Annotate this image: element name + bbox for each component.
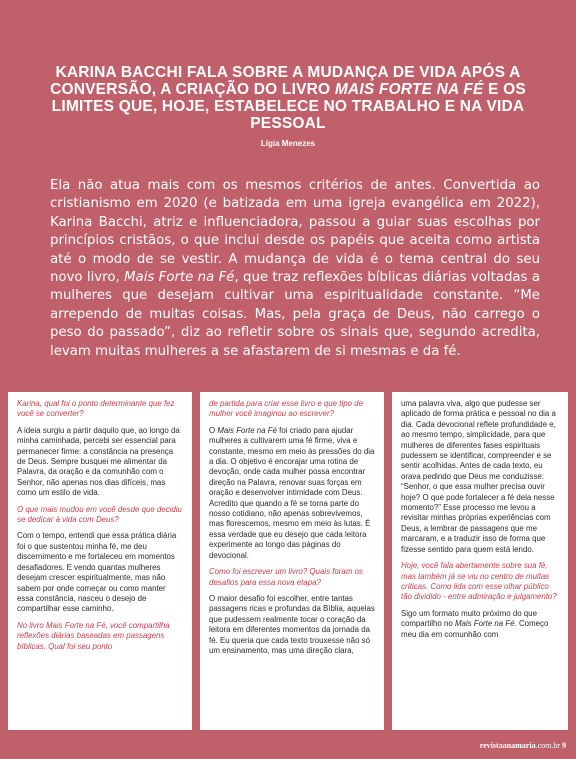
answer: O maior desafio foi escolher, entre tantas passagens ricas e profundas da Bíblia, aquelas que pudessem realmente tocar o coração da leitora em diferentes momentos da jornada da fé. Eu queria que cada texto trouxesse não só um ensinamento, mas uma direção clara, bbox=[209, 593, 375, 655]
interview-column-1 bbox=[8, 392, 192, 730]
lead-paragraph: Ela não atua mais com os mesmos critérios de antes. Convertida ao cristianismo em 2020 (e batizada em uma igreja evangélica em 2022), Karina Bacchi, atriz e influenciadora, passou a guiar suas escolhas por princípios cristãos, o que inclui desde os papéis que aceita como artista até o modo de se vestir. A mudança de vida é o tema central do seu novo livro, Mais Forte na Fé, que traz reflexões bíblicas diárias voltadas a mulheres que desejam cultivar uma espiritualidade constante. “Me arrependo de muitas coisas. Mas, pela graça de Deus, não carrego o peso do passado”, diz ao refletir sobre os sinais que, segundo acredita, levam muitas mulheres a se afastarem de si mesmas e da fé. bbox=[50, 178, 540, 359]
question: No livro Mais Forte na Fé, você compartilha reflexões diárias baseadas em passagens bíblicas. Qual foi seu ponto bbox=[17, 620, 170, 651]
answer: Com o tempo, entendi que essa prática diária foi o que sustentou minha fé, me deu discernimento e me fortaleceu em momentos desafiadores. E vendo quantas mulheres desejam crescer espiritualmente, mas não sabem por onde começar ou como manter essa constância, nasceu o desejo de compartilhar esse caminho. bbox=[17, 531, 177, 614]
question: de partida para criar esse livro e que tipo de mulher você imaginou ao escrever? bbox=[209, 399, 363, 419]
author-byline: Lígia Menezes bbox=[260, 139, 316, 148]
question: Karina, qual foi o ponto determinante que fez você se converter? bbox=[17, 399, 175, 419]
answer: Sigo um formato muito próximo do que compartilho no Mais Forte na Fé. Começo meu dia em comunhão com bbox=[401, 608, 549, 639]
headline: KARINA BACCHI FALA SOBRE A MUDANÇA DE VIDA APÓS A CONVERSÃO, A CRIAÇÃO DO LIVRO MAIS FORTE NA FÉ E OS LIMITES QUE, HOJE, ESTABELECE NO TRABALHO E NA VIDA PESSOAL bbox=[50, 64, 526, 132]
photo-credit: FOTO: DIVULGAÇÃO bbox=[563, 625, 567, 664]
page-folio: revistaanamaria.com.br 9 bbox=[479, 741, 566, 750]
interview-column-3 bbox=[392, 392, 568, 730]
answer: A ideia surgiu a partir daquilo que, ao longo da minha caminhada, percebi ser essencial para permanecer firme: a constância na presença de Deus. Sempre busquei me alimentar da Palavra, da oração e da comunhão com o Senhor, não apenas nos dias difíceis, mas como um estilo de vida. bbox=[17, 425, 180, 498]
answer: O Mais Forte na Fé foi criado para ajudar mulheres a cultivarem uma fé firme, viva e constante, mesmo em meio às pressões do dia a dia. O objetivo é encorajar uma rotina de devoção, onde cada mulher possa encontrar direção na Palavra, renovar suas forças em oração e desenvolver intimidade com Deus. Acredito que quando a fé se torna parte do nosso cotidiano, não apenas sobrevivemos, mas florescemos, mesmo em meio às lutas. É essa verdade que eu desejo que cada leitora experimente ao longo das páginas do devocional. bbox=[209, 425, 375, 560]
question: O que mais mudou em você desde que decidiu se dedicar à vida com Deus? bbox=[17, 504, 182, 525]
question: Hoje, você fala abertamente sobre sua fé, mas também já se viu no centro de muitas críticas. Como lida com esse olhar público tão dividido - entre admiração e julgamento? bbox=[401, 561, 557, 602]
question: Como foi escrever um livro? Quais foram os desafios para essa nova etapa? bbox=[209, 567, 363, 587]
interview-column-2 bbox=[200, 392, 384, 730]
answer: uma palavra viva, algo que pudesse ser aplicado de forma prática e pessoal no dia a dia. Cada devocional reflete profundidade e, ao mesmo tempo, simplicidade, para que mulheres de diferentes fases espirituais pudessem se identificar, compreender e se sentir acolhidas. Antes de cada texto, eu orava pedindo que Deus me conduzisse: “Senhor, o que essa mulher precisa ouvir hoje? O que pode fortalecer a fé dela nesse momento?” Esse processo me levou a revisitar minhas próprias experiências com Deus, a lembrar de passagens que me marcaram, e a traduzir isso de forma que fizesse sentido para quem está lendo. bbox=[401, 399, 556, 554]
